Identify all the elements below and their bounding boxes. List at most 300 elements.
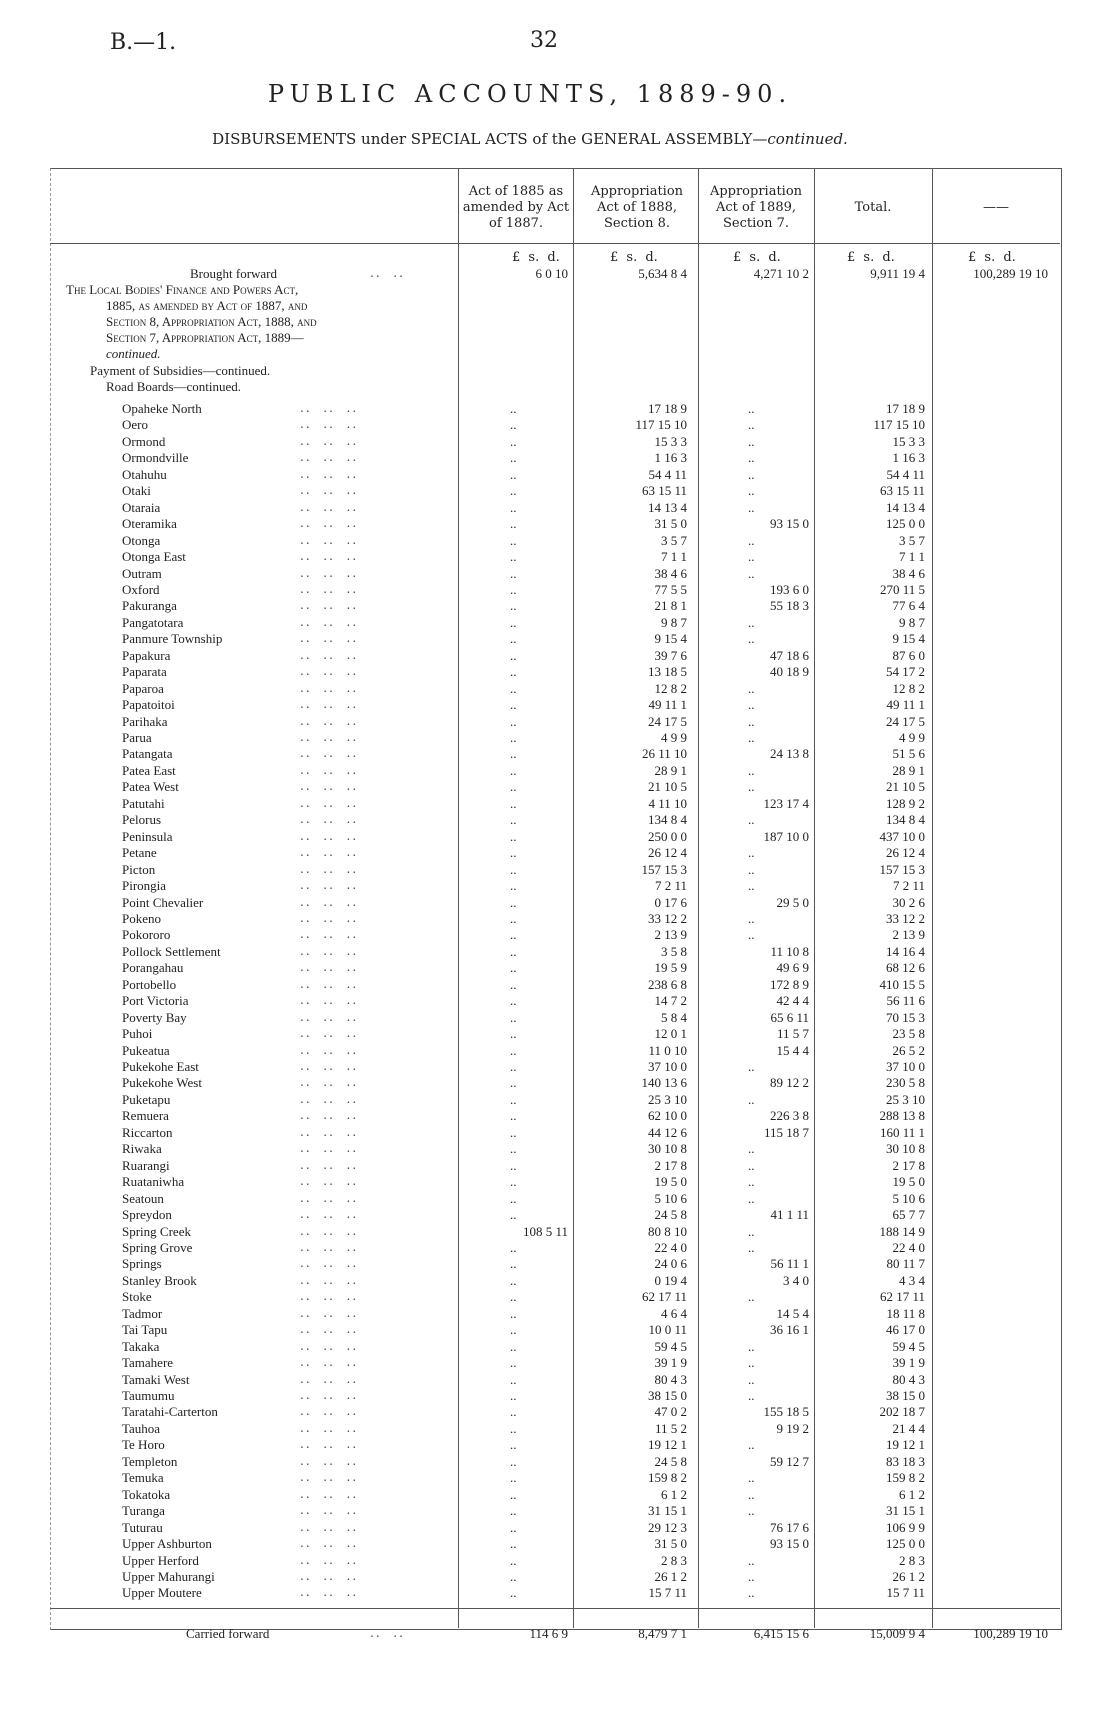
row-value-app1888: 1 16 3 xyxy=(654,450,687,465)
page-subtitle xyxy=(0,130,1060,148)
leader-dots: .. .. .. xyxy=(300,1174,359,1188)
row-name: Tamahere xyxy=(122,1355,174,1370)
row-value-app1888: 29 12 3 xyxy=(648,1520,687,1535)
row-value-act1885: .. xyxy=(510,1191,517,1206)
row-name: Pangatotara xyxy=(122,615,184,630)
leader-dots: .. .. .. xyxy=(300,1273,359,1287)
row-value-total: 9 8 7 xyxy=(899,615,925,630)
row-name: Otahuhu xyxy=(122,467,167,482)
row-value-total: 63 15 11 xyxy=(879,483,925,498)
row-value-app1888: 24 17 5 xyxy=(648,714,687,729)
leader-dots: .. .. .. xyxy=(300,993,359,1007)
leader-dots: .. .. .. xyxy=(300,1191,359,1205)
row-value-app1888: 12 8 2 xyxy=(654,681,687,696)
row-value-app1889: .. xyxy=(748,730,755,745)
row-value-app1888: 4 9 9 xyxy=(661,730,687,745)
row-value-total: 23 5 8 xyxy=(892,1026,925,1041)
row-value-total: 202 18 7 xyxy=(879,1404,925,1419)
act-heading-line: Section 8, Appropriation Act, 1888, and xyxy=(106,314,317,329)
row-name: Upper Herford xyxy=(122,1553,199,1568)
row-value-app1889: 65 6 11 xyxy=(770,1010,809,1025)
leader-dots: .. .. .. xyxy=(300,516,359,530)
row-value-app1889: 40 18 9 xyxy=(770,664,809,679)
row-value-act1885: .. xyxy=(510,533,517,548)
row-value-total: 80 11 7 xyxy=(886,1256,925,1271)
leader-dots: .. .. .. xyxy=(300,1207,359,1221)
row-value-app1889: .. xyxy=(748,1174,755,1189)
row-value-total: 80 4 3 xyxy=(892,1372,925,1387)
leader-dots: .. .. .. xyxy=(300,862,359,876)
brought-forward-value: 9,911 19 4 xyxy=(870,266,925,281)
row-value-act1885: .. xyxy=(510,1553,517,1568)
row-value-total: 159 8 2 xyxy=(886,1470,925,1485)
row-value-total: 19 5 0 xyxy=(892,1174,925,1189)
row-value-act1885: .. xyxy=(510,1141,517,1156)
leader-dots: .. .. .. xyxy=(300,434,359,448)
leader-dots: .. .. .. xyxy=(300,549,359,563)
row-value-app1889: .. xyxy=(748,1487,755,1502)
row-value-app1888: 21 10 5 xyxy=(648,779,687,794)
row-value-act1885: .. xyxy=(510,1043,517,1058)
row-value-app1888: 38 4 6 xyxy=(654,566,687,581)
row-value-total: 106 9 9 xyxy=(886,1520,925,1535)
row-value-app1888: 21 8 1 xyxy=(654,598,687,613)
row-value-app1888: 77 5 5 xyxy=(654,582,687,597)
row-name: Remuera xyxy=(122,1108,169,1123)
row-value-app1888: 24 5 8 xyxy=(654,1207,687,1222)
row-value-app1888: 3 5 7 xyxy=(661,533,687,548)
row-value-act1885: .. xyxy=(510,746,517,761)
leader-dots: .. .. .. xyxy=(300,944,359,958)
row-value-total: 2 17 8 xyxy=(892,1158,925,1173)
row-value-app1888: 17 18 9 xyxy=(648,401,687,416)
row-value-app1888: 11 0 10 xyxy=(648,1043,687,1058)
row-value-act1885: .. xyxy=(510,681,517,696)
row-value-app1889: .. xyxy=(748,911,755,926)
row-value-act1885: .. xyxy=(510,895,517,910)
brought-forward-label: Brought forward xyxy=(190,266,278,281)
row-value-app1888: 63 15 11 xyxy=(641,483,687,498)
leader-dots: .. .. .. xyxy=(300,681,359,695)
row-value-app1888: 238 6 8 xyxy=(648,977,687,992)
row-name: Otonga East xyxy=(122,549,186,564)
row-name: Paparata xyxy=(122,664,167,679)
leader-dots: .. .. .. xyxy=(300,1339,359,1353)
row-value-total: 38 4 6 xyxy=(892,566,925,581)
row-value-act1885: .. xyxy=(510,417,517,432)
row-value-total: 230 5 8 xyxy=(886,1075,925,1090)
row-value-total: 65 7 7 xyxy=(892,1207,925,1222)
units-col-1: £ s. d. xyxy=(512,250,560,265)
row-value-app1888: 9 15 4 xyxy=(654,631,687,646)
row-value-app1889: .. xyxy=(748,681,755,696)
row-value-app1888: 5 10 6 xyxy=(654,1191,687,1206)
leader-dots: .. .. .. xyxy=(300,1224,359,1238)
col-divider xyxy=(458,168,459,1628)
row-name: Patangata xyxy=(122,746,173,761)
row-name: Ruataniwha xyxy=(122,1174,185,1189)
row-value-app1888: 26 11 10 xyxy=(641,746,687,761)
leader-dots: .. .. .. xyxy=(300,615,359,629)
row-name: Oxford xyxy=(122,582,160,597)
row-value-app1889: .. xyxy=(748,1503,755,1518)
leader-dots: .. .. .. xyxy=(300,911,359,925)
row-value-total: 134 8 4 xyxy=(886,812,925,827)
row-value-app1888: 3 5 8 xyxy=(661,944,687,959)
row-name: Opaheke North xyxy=(122,401,202,416)
row-value-app1889: 14 5 4 xyxy=(776,1306,809,1321)
row-value-act1885: .. xyxy=(510,1240,517,1255)
page-ref: B.—1. xyxy=(110,30,177,55)
leader-dots: .. .. .. xyxy=(300,1372,359,1386)
column-header-3: Appropriation Act of 1889, Section 7. xyxy=(709,184,803,231)
row-value-act1885: .. xyxy=(510,763,517,778)
row-value-act1885: .. xyxy=(510,878,517,893)
row-value-act1885: .. xyxy=(510,401,517,416)
row-value-act1885: .. xyxy=(510,730,517,745)
row-value-app1889: .. xyxy=(748,483,755,498)
row-value-app1889: .. xyxy=(748,1585,755,1600)
row-value-app1889: 59 12 7 xyxy=(770,1454,809,1469)
column-header-2: Appropriation Act of 1888, Section 8. xyxy=(590,184,684,231)
row-name: Spring Grove xyxy=(122,1240,193,1255)
row-value-act1885: .. xyxy=(510,434,517,449)
carried-forward-value: 114 6 9 xyxy=(529,1626,568,1641)
row-value-app1888: 14 13 4 xyxy=(648,500,687,515)
row-name: Seatoun xyxy=(122,1191,164,1206)
row-value-app1889: 11 5 7 xyxy=(776,1026,809,1041)
row-value-app1889: 93 15 0 xyxy=(770,1536,809,1551)
row-value-total: 7 1 1 xyxy=(899,549,925,564)
row-value-app1889: .. xyxy=(748,1372,755,1387)
row-value-app1889: .. xyxy=(748,1355,755,1370)
row-name: Outram xyxy=(122,566,162,581)
row-name: Upper Mahurangi xyxy=(122,1569,215,1584)
row-name: Picton xyxy=(122,862,156,877)
header-rule xyxy=(50,243,1060,244)
row-value-app1889: .. xyxy=(748,1388,755,1403)
row-value-app1889: .. xyxy=(748,450,755,465)
row-value-app1889: .. xyxy=(748,1191,755,1206)
row-name: Papakura xyxy=(122,648,171,663)
row-value-total: 24 17 5 xyxy=(886,714,925,729)
leader-dots: .. .. .. xyxy=(300,845,359,859)
row-name: Pukeatua xyxy=(122,1043,170,1058)
leader-dots: .. .. .. xyxy=(300,895,359,909)
row-name: Templeton xyxy=(122,1454,178,1469)
row-value-act1885: .. xyxy=(510,450,517,465)
row-value-total: 117 15 10 xyxy=(873,417,925,432)
row-value-app1888: 39 7 6 xyxy=(654,648,687,663)
row-value-act1885: .. xyxy=(510,631,517,646)
row-value-act1885: .. xyxy=(510,1536,517,1551)
leader-dots: .. .. .. xyxy=(300,533,359,547)
row-value-app1889: .. xyxy=(748,467,755,482)
row-value-app1888: 4 6 4 xyxy=(661,1306,687,1321)
leader-dots: .. .. .. xyxy=(300,1289,359,1303)
row-name: Ormondville xyxy=(122,450,189,465)
row-value-app1889: .. xyxy=(748,1059,755,1074)
row-name: Portobello xyxy=(122,977,177,992)
row-value-act1885: .. xyxy=(510,1585,517,1600)
subheading-road-boards: Road Boards—continued. xyxy=(106,379,242,394)
row-name: Takaka xyxy=(122,1339,160,1354)
row-value-app1888: 11 5 2 xyxy=(654,1421,687,1436)
row-value-app1889: .. xyxy=(748,1158,755,1173)
row-value-app1889: 29 5 0 xyxy=(776,895,809,910)
leader-dots: .. .. .. xyxy=(300,1125,359,1139)
row-value-total: 15 3 3 xyxy=(892,434,925,449)
leader-dots: .. .. .. xyxy=(300,1536,359,1550)
row-value-total: 30 2 6 xyxy=(892,895,925,910)
row-value-total: 28 9 1 xyxy=(892,763,925,778)
row-value-app1889: .. xyxy=(748,1289,755,1304)
row-value-total: 4 3 4 xyxy=(899,1273,925,1288)
row-value-total: 9 15 4 xyxy=(892,631,925,646)
row-value-act1885: .. xyxy=(510,1503,517,1518)
row-value-total: 37 10 0 xyxy=(886,1059,925,1074)
row-value-total: 17 18 9 xyxy=(886,401,925,416)
row-value-app1888: 7 1 1 xyxy=(661,549,687,564)
row-value-total: 21 10 5 xyxy=(886,779,925,794)
units-col-4: £ s. d. xyxy=(847,250,895,265)
row-value-app1889: .. xyxy=(748,1437,755,1452)
row-value-total: 30 10 8 xyxy=(886,1141,925,1156)
row-value-app1888: 59 4 5 xyxy=(654,1339,687,1354)
leader-dots: .. .. .. xyxy=(300,977,359,991)
row-value-act1885: .. xyxy=(510,1273,517,1288)
row-value-act1885: .. xyxy=(510,1339,517,1354)
row-value-app1889: 41 1 11 xyxy=(770,1207,809,1222)
row-value-total: 39 1 9 xyxy=(892,1355,925,1370)
row-value-app1889: .. xyxy=(748,566,755,581)
row-value-app1889: 42 4 4 xyxy=(776,993,809,1008)
row-name: Pokeno xyxy=(122,911,161,926)
row-value-act1885: .. xyxy=(510,993,517,1008)
row-value-total: 49 11 1 xyxy=(886,697,925,712)
row-value-app1889: .. xyxy=(748,533,755,548)
row-value-app1889: .. xyxy=(748,434,755,449)
row-name: Otaraia xyxy=(122,500,161,515)
row-name: Pukekohe East xyxy=(122,1059,199,1074)
row-name: Spreydon xyxy=(122,1207,172,1222)
row-value-act1885: .. xyxy=(510,582,517,597)
leader-dots: .. .. .. xyxy=(300,1553,359,1567)
row-value-app1888: 47 0 2 xyxy=(654,1404,687,1419)
row-value-act1885: .. xyxy=(510,829,517,844)
row-value-total: 46 17 0 xyxy=(886,1322,925,1337)
row-value-act1885: .. xyxy=(510,944,517,959)
row-value-app1889: 24 13 8 xyxy=(770,746,809,761)
row-value-act1885: .. xyxy=(510,1487,517,1502)
row-value-app1889: .. xyxy=(748,631,755,646)
row-value-act1885: .. xyxy=(510,467,517,482)
row-value-app1888: 30 10 8 xyxy=(648,1141,687,1156)
carried-forward-dots: .. .. xyxy=(370,1626,405,1640)
row-value-app1888: 24 0 6 xyxy=(654,1256,687,1271)
row-name: Pukekohe West xyxy=(122,1075,202,1090)
leader-dots: .. .. .. xyxy=(300,450,359,464)
leader-dots: .. .. .. xyxy=(300,960,359,974)
leader-dots: .. .. .. xyxy=(300,1306,359,1320)
leader-dots: .. .. .. xyxy=(300,1010,359,1024)
row-value-total: 4 9 9 xyxy=(899,730,925,745)
row-value-act1885: .. xyxy=(510,977,517,992)
brought-forward-value: 6 0 10 xyxy=(535,266,568,281)
leader-dots: .. .. .. xyxy=(300,648,359,662)
row-value-act1885: .. xyxy=(510,845,517,860)
row-name: Springs xyxy=(122,1256,162,1271)
row-value-act1885: .. xyxy=(510,1355,517,1370)
row-value-app1889: .. xyxy=(748,697,755,712)
leader-dots: .. .. .. xyxy=(300,878,359,892)
row-name: Otonga xyxy=(122,533,161,548)
act-heading-line: Section 7, Appropriation Act, 1889— xyxy=(106,330,304,345)
leader-dots: .. .. .. xyxy=(300,1454,359,1468)
row-value-app1889: .. xyxy=(748,1224,755,1239)
row-name: Pelorus xyxy=(122,812,161,827)
row-value-total: 51 5 6 xyxy=(892,746,925,761)
leader-dots: .. .. .. xyxy=(300,1520,359,1534)
leader-dots: .. .. .. xyxy=(300,1437,359,1451)
row-value-app1888: 2 8 3 xyxy=(661,1553,687,1568)
leader-dots: .. .. .. xyxy=(300,746,359,760)
row-value-act1885: .. xyxy=(510,1372,517,1387)
leader-dots: .. .. .. xyxy=(300,1404,359,1418)
row-name: Parihaka xyxy=(122,714,168,729)
row-value-total: 26 1 2 xyxy=(892,1569,925,1584)
row-value-act1885: .. xyxy=(510,796,517,811)
row-value-act1885: .. xyxy=(510,1256,517,1271)
row-value-app1889: 36 16 1 xyxy=(770,1322,809,1337)
units-col-3: £ s. d. xyxy=(733,250,781,265)
carried-forward-value: 15,009 9 4 xyxy=(869,1626,925,1641)
row-value-app1888: 0 19 4 xyxy=(654,1273,687,1288)
leader-dots: .. .. .. xyxy=(300,500,359,514)
row-value-act1885: .. xyxy=(510,1437,517,1452)
row-value-total: 125 0 0 xyxy=(886,1536,925,1551)
row-value-app1889: 172 8 9 xyxy=(770,977,809,992)
row-name: Riwaka xyxy=(122,1141,162,1156)
row-value-app1889: 193 6 0 xyxy=(770,582,809,597)
row-value-total: 128 9 2 xyxy=(886,796,925,811)
row-value-app1889: 15 4 4 xyxy=(776,1043,809,1058)
row-value-app1889: .. xyxy=(748,927,755,942)
row-value-app1889: .. xyxy=(748,1141,755,1156)
row-value-total: 59 4 5 xyxy=(892,1339,925,1354)
footer-rule xyxy=(50,1608,1060,1609)
row-value-app1889: .. xyxy=(748,878,755,893)
leader-dots: .. .. .. xyxy=(300,1043,359,1057)
row-value-app1888: 31 15 1 xyxy=(648,1503,687,1518)
row-value-total: 38 15 0 xyxy=(886,1388,925,1403)
leader-dots: .. .. .. xyxy=(300,1355,359,1369)
row-value-app1888: 10 0 11 xyxy=(648,1322,687,1337)
leader-dots: .. .. .. xyxy=(300,483,359,497)
row-value-total: 5 10 6 xyxy=(892,1191,925,1206)
row-value-app1888: 80 4 3 xyxy=(654,1372,687,1387)
row-value-act1885: .. xyxy=(510,1158,517,1173)
row-value-app1888: 62 17 11 xyxy=(641,1289,687,1304)
row-value-app1889: 47 18 6 xyxy=(770,648,809,663)
row-value-act1885: .. xyxy=(510,1059,517,1074)
carried-forward-value: 8,479 7 1 xyxy=(638,1626,687,1641)
row-value-act1885: .. xyxy=(510,1470,517,1485)
row-value-total: 87 6 0 xyxy=(892,648,925,663)
row-value-app1889: 226 3 8 xyxy=(770,1108,809,1123)
leader-dots: .. .. .. xyxy=(300,467,359,481)
row-name: Ormond xyxy=(122,434,166,449)
row-value-total: 68 12 6 xyxy=(886,960,925,975)
row-value-total: 25 3 10 xyxy=(886,1092,925,1107)
row-value-act1885: .. xyxy=(510,779,517,794)
row-name: Ruarangi xyxy=(122,1158,170,1173)
leader-dots: .. .. .. xyxy=(300,812,359,826)
row-name: Tuturau xyxy=(122,1520,163,1535)
row-value-total: 22 4 0 xyxy=(892,1240,925,1255)
row-value-app1888: 31 5 0 xyxy=(654,516,687,531)
row-name: Parua xyxy=(122,730,152,745)
leader-dots: .. .. .. xyxy=(300,796,359,810)
leader-dots: .. .. .. xyxy=(300,927,359,941)
row-name: Petane xyxy=(122,845,157,860)
row-value-app1888: 33 12 2 xyxy=(648,911,687,926)
row-value-act1885: .. xyxy=(510,1388,517,1403)
row-value-app1888: 15 7 11 xyxy=(648,1585,687,1600)
row-value-total: 160 11 1 xyxy=(879,1125,925,1140)
leader-dots: .. .. .. xyxy=(300,1322,359,1336)
row-value-app1888: 22 4 0 xyxy=(654,1240,687,1255)
leader-dots: .. .. .. xyxy=(300,1569,359,1583)
row-value-act1885: .. xyxy=(510,1421,517,1436)
row-name: Upper Ashburton xyxy=(122,1536,212,1551)
row-name: Oteramika xyxy=(122,516,177,531)
row-value-act1885: .. xyxy=(510,1289,517,1304)
row-value-app1888: 117 15 10 xyxy=(635,417,687,432)
row-value-app1889: .. xyxy=(748,500,755,515)
row-value-app1889: .. xyxy=(748,401,755,416)
brought-forward-value: 100,289 19 10 xyxy=(973,266,1048,281)
row-value-app1889: 76 17 6 xyxy=(770,1520,809,1535)
row-value-act1885: .. xyxy=(510,812,517,827)
leader-dots: .. .. .. xyxy=(300,401,359,415)
row-value-app1888: 159 8 2 xyxy=(648,1470,687,1485)
row-name: Taratahi-Carterton xyxy=(122,1404,218,1419)
page-number: 32 xyxy=(530,28,558,53)
leader-dots: .. .. .. xyxy=(300,1585,359,1599)
row-value-act1885: .. xyxy=(510,927,517,942)
leader-dots: .. .. .. xyxy=(300,829,359,843)
row-value-total: 270 11 5 xyxy=(879,582,925,597)
subtitle-text: DISBURSEMENTS under SPECIAL ACTS of the GENERAL ASSEMBLY xyxy=(212,130,753,148)
row-value-total: 77 6 4 xyxy=(892,598,925,613)
row-value-app1888: 54 4 11 xyxy=(648,467,687,482)
leader-dots: .. .. .. xyxy=(300,598,359,612)
row-value-app1889: .. xyxy=(748,1092,755,1107)
row-value-total: 6 1 2 xyxy=(899,1487,925,1502)
row-name: Patea West xyxy=(122,779,179,794)
row-value-app1889: .. xyxy=(748,549,755,564)
brought-forward-value: 5,634 8 4 xyxy=(638,266,687,281)
leader-dots: .. .. .. xyxy=(300,1421,359,1435)
leader-dots: .. .. .. xyxy=(300,1075,359,1089)
row-value-app1889: 56 11 1 xyxy=(770,1256,809,1271)
row-value-act1885: 108 5 11 xyxy=(522,1224,568,1239)
row-value-total: 12 8 2 xyxy=(892,681,925,696)
row-name: Port Victoria xyxy=(122,993,189,1008)
leader-dots: .. .. .. xyxy=(300,1388,359,1402)
row-name: Puketapu xyxy=(122,1092,171,1107)
